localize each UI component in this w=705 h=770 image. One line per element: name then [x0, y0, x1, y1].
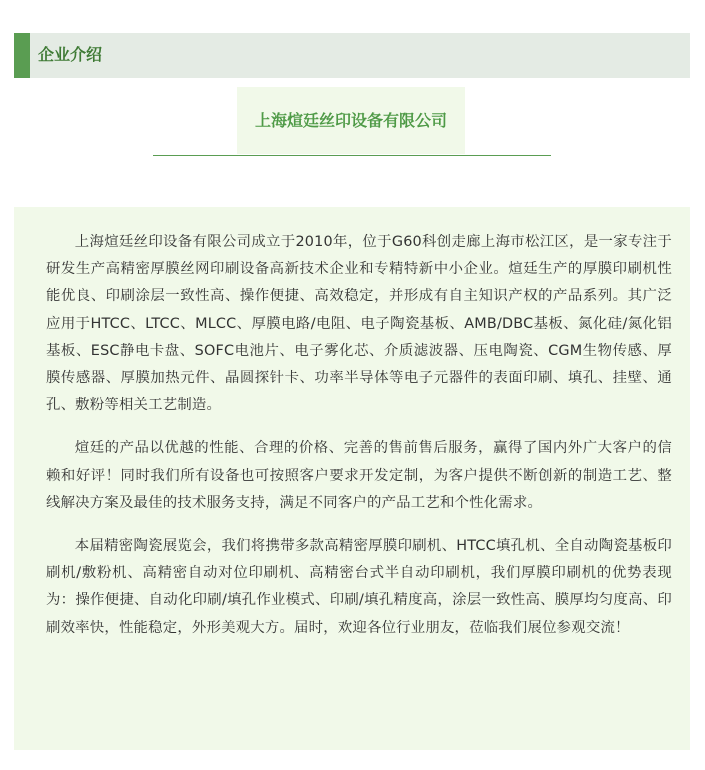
- section-header: [14, 33, 690, 78]
- company-divider: [153, 155, 551, 156]
- intro-content: [14, 207, 690, 750]
- company-name: 上海煊廷丝印设备有限公司: [254, 111, 447, 130]
- intro-paragraph-3: 本届精密陶瓷展览会，我们将携带多款高精密厚膜印刷机、HTCC填孔机、全自动陶瓷基板印刷机/敷粉机、高精密自动对位印刷机、高精密台式半自动印刷机，我们厚膜印刷机的优势表现为：操作便捷、自动化印刷/填孔作业模式、印刷/填孔精度高，涂层一致性高、膜厚均匀度高、印刷效率快，性能稳定，外形美观大方。届时，欢迎各位行业朋友，莅临我们展位参观交流！: [46, 538, 672, 636]
- section-title: 企业介绍: [38, 45, 103, 64]
- company-name-box: [237, 87, 465, 154]
- intro-paragraph-2: 煊廷的产品以优越的性能、合理的价格、完善的售前售后服务，赢得了国内外广大客户的信赖和好评！同时我们所有设备也可按照客户要求开发定制，为客户提供不断创新的制造工艺、整线解决方案及最佳的技术服务支持，满足不同客户的产品工艺和个性化需求。: [46, 440, 672, 511]
- intro-paragraph-1: 上海煊廷丝印设备有限公司成立于2010年，位于G60科创走廊上海市松江区，是一家专注于研发生产高精密厚膜丝网印刷设备高新技术企业和专精特新中小企业。煊廷生产的厚膜印刷机性能优良、印刷涂层一致性高、操作便捷、高效稳定，并形成有自主知识产权的产品系列。其广泛应用于HTCC、LTCC、MLCC、厚膜电路/电阻、电子陶瓷基板、AMB/DBC基板、氮化硅/氮化铝基板、ESC静电卡盘、SOFC电池片、电子雾化芯、介质滤波器、压电陶瓷、CGM生物传感、厚膜传感器、厚膜加热元件、晶圆探针卡、功率半导体等电子元器件的表面印刷、填孔、挂壁、通孔、敷粉等相关工艺制造。: [46, 234, 672, 414]
